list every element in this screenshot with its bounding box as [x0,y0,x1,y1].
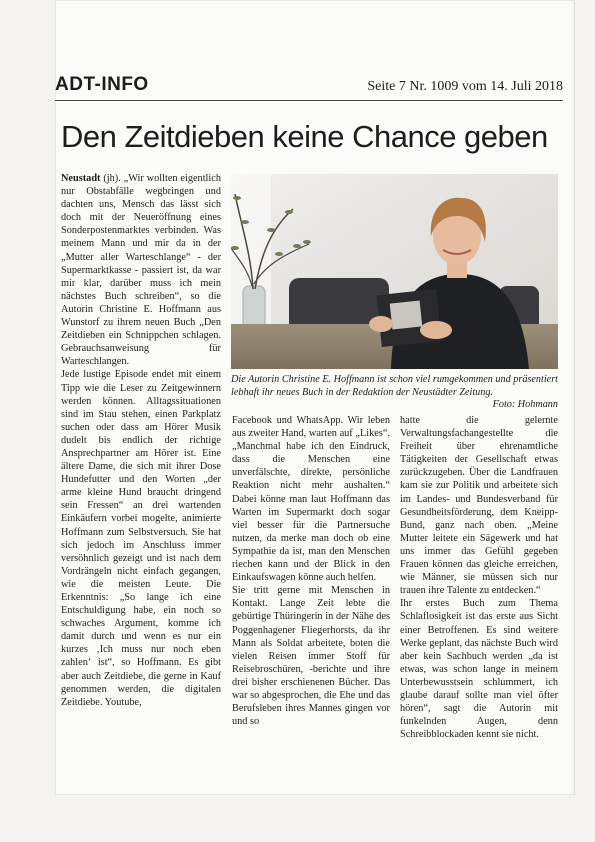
article-paragraph: Sie tritt gerne mit Menschen in Kontakt. Lange Zeit lebte die gebürtige Thüringerin in der Nähe des Poggenhagener Fliegerhorsts, da ihr Mann als Soldat arbeitete, boten die vielen Reisen immer Stoff für Reisebroschüren, -berichte und ihre drei bisher erschienenen Bücher. Das war so abgesprochen, die Ehe und das Berufsleben ihres Mannes gingen vor und so [232,585,390,728]
photo-credit: Foto: Hohmann [492,399,558,411]
article-paragraph: Jede lustige Episode endet mit einem Tipp wie die Leser zu Zeitgewinnern werden können. Alltagssituationen sind im Stau stehen, einen Parkplatz suchen oder dass am Hörer Musik dudelt bis endlich der richtige Ansprechpartner am Hörer ist. Eine ältere Dame, die sich mit ihrer Dose Hundefutter und den Worten „der arme kleine Hund braucht dringend sein Fressen“ an drei wartenden Einkäufern vorbei mogelte, animierte Hoffmann zum Selbstversuch. Sie hat sich jedoch im Anschluss immer versöhnlich gezeigt und ist nach dem Vordrängeln nicht einfach gegangen, wie die meisten Leute. Die Erkenntnis: „So lange ich eine Entschuldigung habe, ein noch so schwaches Argument, komme ich damit durch und wenn es nur ein kurzes ‚Ich muss nur noch eben zahlen‘ ist“, so Hoffmann. Es gibt aber auch Zeitdiebe, die gerne in Kauf genommen werden, die digitalen Zeitdiebe. Youtube, [61,369,221,708]
article-paragraph [61,172,221,368]
article-column-1 [61,172,221,780]
newspaper-clipping [55,0,575,795]
article-column-2 [232,414,390,772]
caption-text: Die Autorin Christine E. Hoffmann ist schon viel rumgekommen und präsentiert lebhaft ihr neues Buch in der Redaktion der Neustädter Zeitung. [231,374,558,398]
article-paragraph: Facebook und WhatsApp. Wir leben aus zweiter Hand, warten auf „Likes“. „Manchmal habe ich den Eindruck, dass die Menschen eine unverfälschte, direkte, persönliche Reaktion nicht mehr aushalten.“ Dabei könne man laut Hoffmann das Warten im Supermarkt doch sogar viel besser für die Partnersuche nutzen, da merke man doch ob eine Sympathie da ist, man den Menschen riechen kann und der Blick in den Einkaufswagen könne auch helfen. [232,415,390,584]
article-column-3 [400,414,558,772]
page-header [55,74,563,101]
photo-caption [231,374,558,412]
photo-illustration [231,174,558,369]
article-headline: Den Zeitdieben keine Chance geben [61,119,548,154]
issue-info: Seite 7 Nr. 1009 vom 14. Juli 2018 [367,79,563,94]
section-label: ADT-INFO [55,74,149,95]
article-paragraph: Ihr erstes Buch zum Thema Schlaflosigkeit ist das erste aus Sicht einer Betroffenen. Es sind weitere Werke geplant, das nächste Buch wird aber kein Sachbuch werden „da ist etwas, was schon lange in meinem Unterbewusstsein schlummert, ich glaube darauf sollte man viel öfter hören“, sagt die Autorin mit funkelnden Augen, denn Schreibblockaden kennt sie nicht. [400,598,558,741]
author-photo [231,174,558,369]
article-paragraph: hatte die gelernte Verwaltungsfachangestellte die Freiheit über ehrenamtliche Tätigkeiten der Gesellschaft etwas zurückzugeben. Über die Landfrauen kam sie zur Politik und arbeitete sich im Landes- und Bundesverband für Gesundheitsförderung, dem Kneipp-Bund, ganz nach oben. „Meine Mutter leitete ein Sägewerk und hat uns immer das Gefühl gegeben Frauen können das gleiche erreichen, wie Männer, sie müssen sich nur trauen ihre Talente zu entdecken.“ [400,415,558,597]
paragraph-text: (jh). „Wir wollten eigentlich nur Obstabfälle wegbringen und dachten uns, Mensch das lässt sich doch mit der Neueröffnung eines Sonderpostenmarktes verbinden. Was meinem Mann und mir da in der „Mutter aller Warteschlange“ - der Supermarktkasse - passiert ist, da war mir klar, darüber muss ich mein nächstes Buch schreiben“, so die Autorin Christine E. Hoffmann aus Wunstorf zu ihrem neuen Buch „Den Zeitdieben ein Schnippchen schlagen. Gebrauchsanweisung für Warteschlangen. [61,173,221,368]
dateline: Neustadt [61,173,101,184]
